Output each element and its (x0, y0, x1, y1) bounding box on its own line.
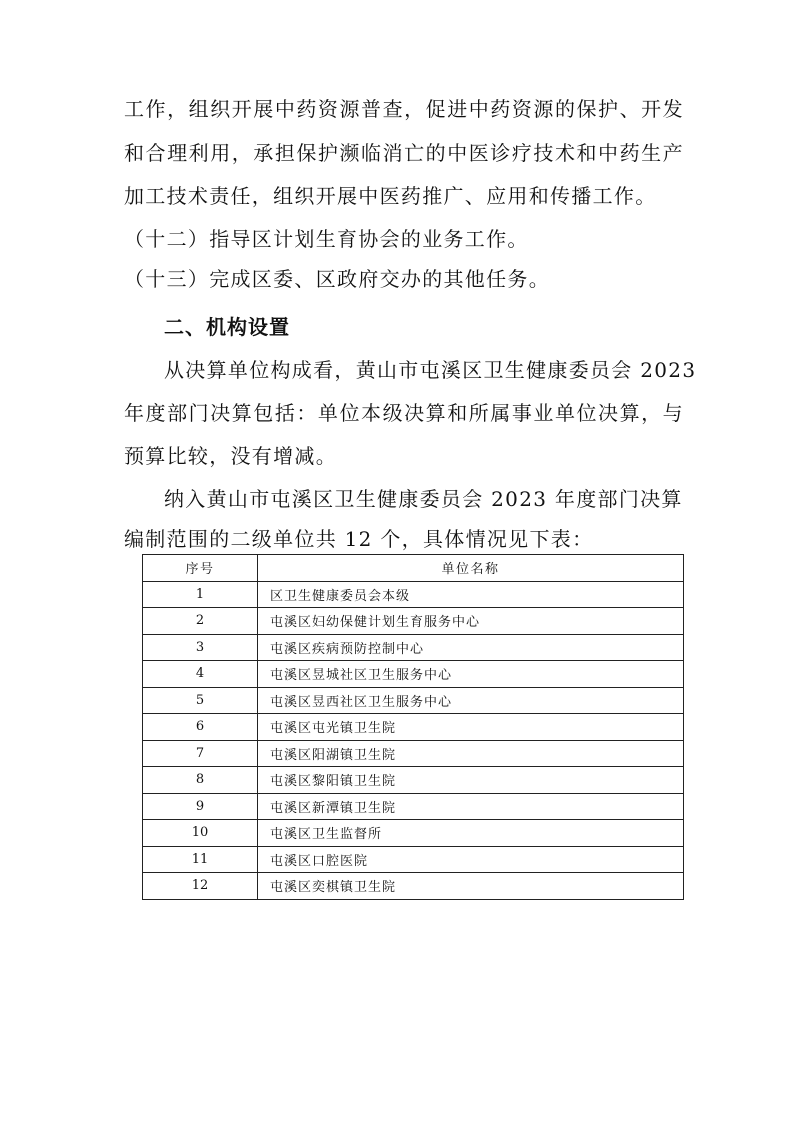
row-seq: 11 (143, 846, 258, 873)
paragraph-line: 和合理利用，承担保护濒临消亡的中医诊疗技术和中药生产 (124, 141, 684, 165)
row-unit-name: 屯溪区卫生监督所 (258, 820, 684, 847)
paragraph-line: 预算比较，没有增减。 (124, 444, 337, 468)
paragraph-line: 从决算单位构成看，黄山市屯溪区卫生健康委员会 2023 (164, 358, 697, 382)
table-row (143, 740, 684, 767)
table-row (143, 608, 684, 635)
row-unit-name: 屯溪区口腔医院 (258, 846, 684, 873)
table-row (143, 793, 684, 820)
table-row (143, 634, 684, 661)
row-unit-name: 屯溪区屯光镇卫生院 (258, 714, 684, 741)
table-row (143, 661, 684, 688)
paragraph-line: 纳入黄山市屯溪区卫生健康委员会 2023 年度部门决算 (164, 487, 683, 511)
row-unit-name: 屯溪区昱西社区卫生服务中心 (258, 687, 684, 714)
row-seq: 8 (143, 767, 258, 794)
row-seq: 1 (143, 581, 258, 608)
row-unit-name: 屯溪区黎阳镇卫生院 (258, 767, 684, 794)
table-row (143, 767, 684, 794)
table-row (143, 846, 684, 873)
row-seq: 12 (143, 873, 258, 900)
list-item-13: （十三）完成区委、区政府交办的其他任务。 (124, 267, 550, 291)
paragraph-line: 编制范围的二级单位共 12 个，具体情况见下表： (124, 527, 594, 551)
table-row (143, 581, 684, 608)
row-seq: 7 (143, 740, 258, 767)
row-seq: 4 (143, 661, 258, 688)
row-seq: 5 (143, 687, 258, 714)
row-unit-name: 屯溪区新潭镇卫生院 (258, 793, 684, 820)
column-header-name: 单位名称 (258, 555, 684, 582)
table-row (143, 820, 684, 847)
section-heading: 二、机构设置 (164, 315, 290, 339)
row-unit-name: 屯溪区阳湖镇卫生院 (258, 740, 684, 767)
row-unit-name: 区卫生健康委员会本级 (258, 581, 684, 608)
row-seq: 3 (143, 634, 258, 661)
row-seq: 9 (143, 793, 258, 820)
table-row (143, 687, 684, 714)
column-header-seq: 序号 (143, 555, 258, 582)
table-row (143, 873, 684, 900)
paragraph-line: 年度部门决算包括：单位本级决算和所属事业单位决算，与 (124, 401, 684, 425)
row-unit-name: 屯溪区妇幼保健计划生育服务中心 (258, 608, 684, 635)
row-unit-name: 屯溪区昱城社区卫生服务中心 (258, 661, 684, 688)
table-row (143, 714, 684, 741)
row-unit-name: 屯溪区奕棋镇卫生院 (258, 873, 684, 900)
row-seq: 10 (143, 820, 258, 847)
paragraph-line: 工作，组织开展中药资源普查，促进中药资源的保护、开发 (124, 97, 684, 121)
list-item-12: （十二）指导区计划生育协会的业务工作。 (124, 227, 529, 251)
row-seq: 2 (143, 608, 258, 635)
row-seq: 6 (143, 714, 258, 741)
table-header-row (143, 555, 684, 582)
units-table (142, 554, 684, 900)
row-unit-name: 屯溪区疾病预防控制中心 (258, 634, 684, 661)
paragraph-line: 加工技术责任，组织开展中医药推广、应用和传播工作。 (124, 184, 657, 208)
